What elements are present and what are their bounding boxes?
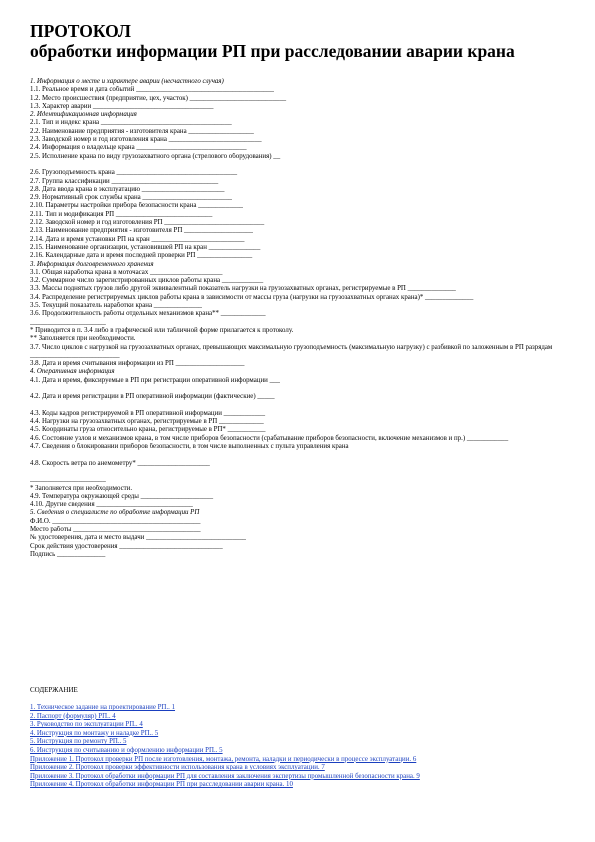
form-field-line: 2.5. Исполнение крана по виду грузозахватного органа (стрелового оборудования) __ bbox=[30, 152, 281, 160]
form-field-line: 2.8. Дата ввода крана в эксплуатацию ________________________ bbox=[30, 185, 225, 193]
toc-link[interactable]: 6. Инструкция по считыванию и оформлению информации РП.. 5 bbox=[30, 746, 223, 754]
form-field-line: 3.4. Распределение регистрируемых циклов работы крана в зависимости от массы груза (нагрузки на грузозахватных органах крана)* ______________ bbox=[30, 293, 474, 301]
form-field-line: 3.6. Продолжительность работы отдельных механизмов крана** _____________ bbox=[30, 310, 266, 318]
section-heading: 3. Информация долговременного хранения bbox=[30, 260, 154, 268]
form-field-line: Ф.И.О. ___________________________________________ bbox=[30, 517, 201, 525]
form-field-line: 4.6. Состояние узлов и механизмов крана, в том числе приборов безопасности (срабатывание приборов безопасности, включение механизмов и пр.) ____________ bbox=[30, 434, 509, 442]
form-field-line: 3.1. Общая наработка крана в моточасах _____________________ bbox=[30, 268, 223, 276]
form-field-line: ______________________ bbox=[30, 476, 106, 484]
blank-line bbox=[30, 385, 570, 393]
title-line-1: ПРОТОКОЛ bbox=[30, 21, 131, 41]
form-field-line: 2.12. Заводской номер и год изготовления РП _____________________________ bbox=[30, 219, 265, 227]
form-field-line: 3.8. Дата и время считывания информации из РП ____________________ bbox=[30, 360, 245, 368]
form-field-line: * Приводится в п. 3.4 либо в графической или табличной форме прилагается к протоколу. bbox=[30, 326, 294, 334]
form-field-line: 4.9. Температура окружающей среды _____________________ bbox=[30, 492, 214, 500]
form-field-line: 2.2. Наименование предприятия - изготовителя крана ___________________ bbox=[30, 127, 254, 135]
form-field-line: 2.4. Информация о владельце крана ________________________________ bbox=[30, 144, 247, 152]
toc-link[interactable]: 3. Руководство по эксплуатации РП.. 4 bbox=[30, 721, 143, 729]
document-title bbox=[30, 21, 570, 61]
form-field-line: ______________________ bbox=[30, 318, 106, 326]
protocol-form-body bbox=[30, 78, 570, 559]
table-of-contents bbox=[30, 704, 570, 790]
form-field-line: 4.2. Дата и время регистрации в РП оперативной информации (фактические) _____ bbox=[30, 393, 275, 401]
blank-line bbox=[30, 468, 570, 476]
form-field-line: 4.8. Скорость ветра по анемометру* _____________________ bbox=[30, 459, 210, 467]
form-field-line: 4.3. Коды кадров регистрируемой в РП оперативной информации ____________ bbox=[30, 409, 266, 417]
form-field-line: 3.5. Текущий показатель наработки крана ______________ bbox=[30, 302, 203, 310]
form-field-line: 4.10. Другие сведения ____________________________ bbox=[30, 501, 193, 509]
form-field-line: 4.5. Координаты груза относительно крана, регистрируемые в РП* ___________ bbox=[30, 426, 266, 434]
blank-line bbox=[30, 402, 570, 410]
toc-link[interactable]: 5. Инструкция по ремонту РП.. 5 bbox=[30, 738, 127, 746]
form-field-line: 2.9. Нормативный срок службы крана __________________________ bbox=[30, 194, 232, 202]
form-field-line: ** Заполняется при необходимости. bbox=[30, 335, 136, 343]
form-field-line: 3.7. Число циклов с нагрузкой на грузозахватных органах, превышающих максимальную грузоподъемность (максимальную нагрузку) с разбивкой по заложенным в РП разрядам __________________________ bbox=[30, 343, 553, 359]
section-heading: 5. Сведения о специалисте по обработке информации РП bbox=[30, 509, 200, 517]
form-field-line: 2.13. Наименование предприятия - изготовителя РП ____________________ bbox=[30, 227, 253, 235]
form-field-line: 2.16. Календарные дата и время последней проверки РП ________________ bbox=[30, 252, 253, 260]
form-field-line: * Заполняется при необходимости. bbox=[30, 484, 133, 492]
toc-link[interactable]: Приложение 3. Протокол обработки информации РП для составления заключения экспертизы промышленной безопасности крана. 9 bbox=[30, 772, 420, 780]
form-field-line: 1.2. Место происшествия (предприятие, цех, участок) ____________________________ bbox=[30, 94, 287, 102]
title-line-2: обработки информации РП при расследовании аварии крана bbox=[30, 41, 515, 61]
section-heading: 4. Оперативная информация bbox=[30, 368, 115, 376]
form-field-line: 2.6. Грузоподъемность крана ___________________________________ bbox=[30, 169, 238, 177]
toc-heading: СОДЕРЖАНИЕ bbox=[30, 686, 78, 694]
form-field-line: 2.11. Тип и модификация РП ____________________________ bbox=[30, 210, 213, 218]
form-field-line: 2.3. Заводской номер и год изготовления крана ___________________________ bbox=[30, 136, 262, 144]
toc-link[interactable]: Приложение 1. Протокол проверки РП после изготовления, монтажа, ремонта, наладки и периодически в процессе эксплуатации. 6 bbox=[30, 755, 417, 763]
form-field-line: 4.1. Дата и время, фиксируемые в РП при регистрации оперативной информации ___ bbox=[30, 376, 280, 384]
form-field-line: 1.1. Реальное время и дата событий ________________________________________ bbox=[30, 86, 274, 94]
toc-link[interactable]: 1. Техническое задание на проектирование РП.. 1 bbox=[30, 704, 176, 711]
form-field-line: 2.14. Дата и время установки РП на кран ___________________________ bbox=[30, 235, 245, 243]
form-field-line: 3.2. Суммарное число зарегистрированных циклов работы крана ____________ bbox=[30, 277, 264, 285]
form-field-line: 2.1. Тип и индекс крана ______________________________________ bbox=[30, 119, 232, 127]
form-field-line: 4.7. Сведения о блокировании приборов безопасности, в том числе выполненных с пульта управления крана bbox=[30, 443, 349, 451]
form-field-line: 3.3. Массы поднятых грузов либо другой эквивалентный показатель нагрузки на грузозахватных органах, регистрируемые в РП ______________ bbox=[30, 285, 456, 293]
form-field-line: Место работы _____________________________________ bbox=[30, 526, 201, 534]
form-field-line: 2.7. Группа классификации _______________________________ bbox=[30, 177, 219, 185]
toc-link[interactable]: Приложение 2. Протокол проверки эффективности использования крана в условиях эксплуатации. 7 bbox=[30, 764, 325, 772]
form-field-line: № удостоверения, дата и место выдачи _____________________________ bbox=[30, 534, 246, 542]
toc-link[interactable]: 4. Инструкция по монтажу и наладке РП.. 5 bbox=[30, 729, 159, 737]
section-heading: 1. Информация о месте и характере аварии (несчастного случая) bbox=[30, 78, 224, 85]
form-field-line: Срок действия удостоверения ______________________________ bbox=[30, 542, 223, 550]
form-field-line: Подпись ______________ bbox=[30, 550, 106, 558]
form-field-line: 1.3. Характер аварии ___________________________________ bbox=[30, 102, 214, 110]
blank-line bbox=[30, 161, 570, 169]
blank-line bbox=[30, 451, 570, 459]
section-heading: 2. Идентификационная информация bbox=[30, 111, 137, 119]
toc-link[interactable]: Приложение 4. Протокол обработки информации РП при расследовании аварии крана. 10 bbox=[30, 781, 293, 789]
toc-link[interactable]: 2. Паспорт (формуляр) РП.. 4 bbox=[30, 712, 116, 720]
form-field-line: 2.10. Параметры настройки прибора безопасности крана _____________ bbox=[30, 202, 243, 210]
form-field-line: 4.4. Нагрузки на грузозахватных органах, регистрируемые в РП _____________ bbox=[30, 418, 264, 426]
form-field-line: 2.15. Наименование организации, установившей РП на кран _______________ bbox=[30, 243, 261, 251]
